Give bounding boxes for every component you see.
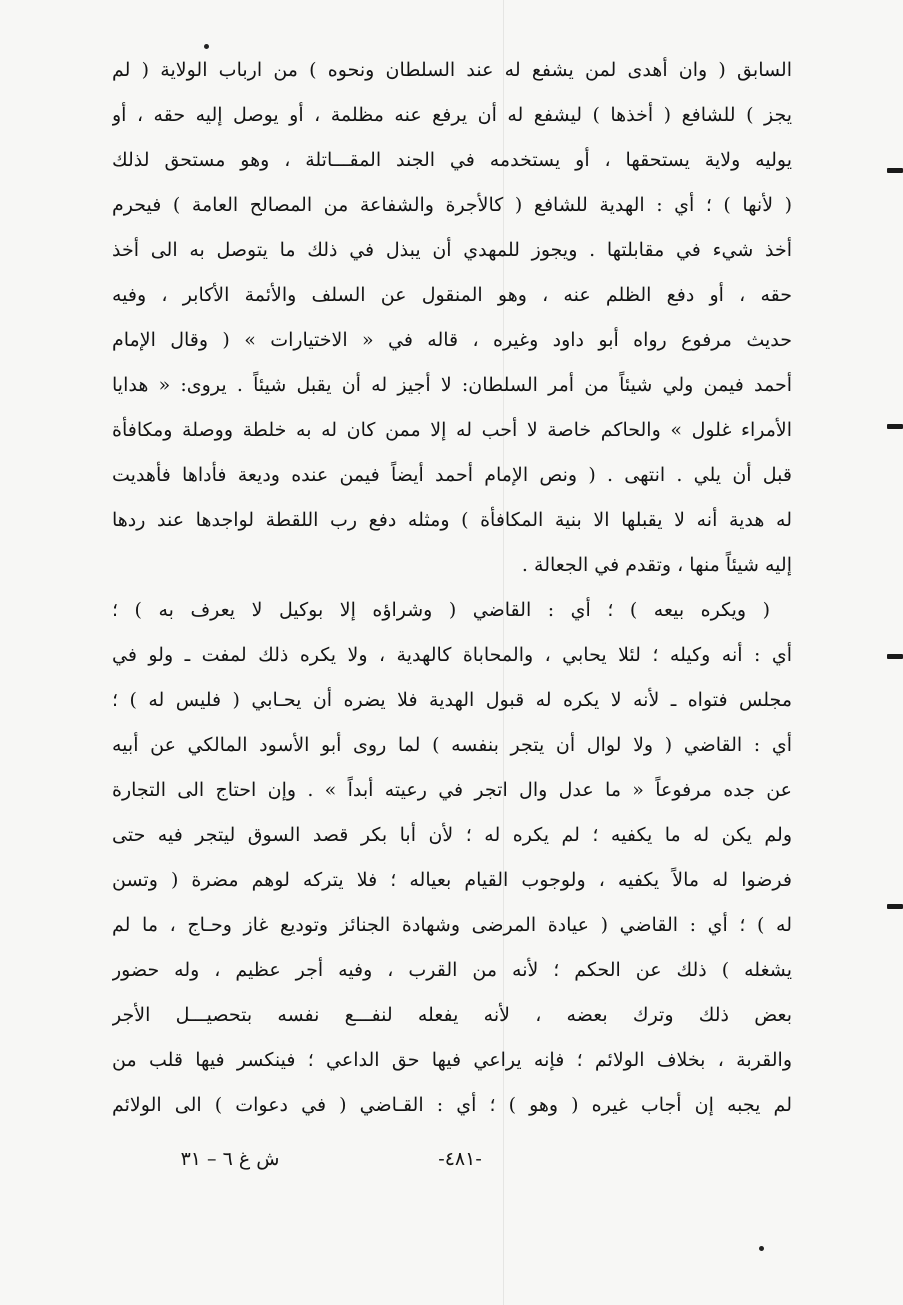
folio-signature: ش غ ٦ – ٣١ <box>180 1148 280 1170</box>
text-line: أخذ شيء في مقابلتها . ويجوز للمهدي أن يبذل في ذلك ما يتوصل به الى أخذ <box>112 239 792 261</box>
text-line: قبل أن يلي . انتهى . ( ونص الإمام أحمد أيضاً فيمن عنده وديعة فأداها فأهديت <box>112 464 792 486</box>
text-line: ( لأنها ) ؛ أي : الهدية للشافع ( كالأجرة والشفاعة من المصالح العامة ) فيحرم <box>112 194 792 216</box>
text-line: والقربة ، بخلاف الولائم ؛ فإنه يراعي فيها حق الداعي ؛ فينكسر فيها قلب من <box>112 1049 792 1071</box>
text-line: عن جده مرفوعاً « ما عدل وال اتجر في رعيته أبداً » . وإن احتاج الى التجارة <box>112 779 792 801</box>
text-line: إليه شيئاً منها ، وتقدم في الجعالة . <box>521 554 792 576</box>
text-line: أي : أنه وكيله ؛ لئلا يحابي ، والمحاباة كالهدية ، ولا يكره ذلك لمفت ـ ولو في <box>112 644 792 666</box>
margin-mark <box>887 904 903 909</box>
text-line: حقه ، أو دفع الظلم عنه ، وهو المنقول عن السلف والأئمة الأكابر ، وفيه <box>112 284 792 306</box>
text-line: يشغله ) ذلك عن الحكم ؛ لأنه من القرب ، وفيه أجر عظيم ، وله حضور <box>112 959 792 981</box>
text-line: ( ويكره بيعه ) ؛ أي : القاضي ( وشراؤه إلا بوكيل لا يعرف به ) ؛ <box>112 599 770 621</box>
margin-mark <box>887 654 903 659</box>
text-line: أي : القاضي ( ولا لوال أن يتجر بنفسه ) لما روى أبو الأسود المالكي عن أبيه <box>112 734 792 756</box>
text-line: فرضوا له مالاً يكفيه ، ولوجوب القيام بعياله ؛ فلا يتركه لوهم مضرة ( وتسن <box>112 869 792 891</box>
text-line: لم يجبه إن أجاب غيره ( وهو ) ؛ أي : القـاضي ( في دعوات ) الى الولائم <box>112 1094 792 1116</box>
text-line: ولم يكن له ما يكفيه ؛ لم يكره له ؛ لأن أبا بكر قصد السوق ليتجر فيه حتى <box>112 824 792 846</box>
text-line: السابق ( وان أهدى لمن يشفع له عند السلطان ونحوه ) من ارباب الولاية ( لم <box>112 59 792 81</box>
text-line: له ) ؛ أي : القاضي ( عيادة المرضى وشهادة الجنائز وتوديع غاز وحـاج ، ما لم <box>112 914 792 936</box>
text-line: يجز ) للشافع ( أخذها ) ليشفع له أن يرفع عنه مظلمة ، أو يوصل إليه حقه ، أو <box>112 104 792 126</box>
text-line: أحمد فيمن ولي شيئاً من أمر السلطان: لا أجيز له أن يقبل شيئاً . يروى: « هدايا <box>112 374 792 396</box>
margin-mark <box>887 424 903 429</box>
body-text <box>112 48 792 1128</box>
text-line: يوليه ولاية يستحقها ، أو يستخدمه في الجند المقـــاتلة ، وهو مستحق لذلك <box>112 149 792 171</box>
page-footer <box>0 1148 903 1182</box>
page-number: -٤٨١- <box>438 1148 482 1170</box>
text-line: له هدية أنه لا يقبلها الا بنية المكافأة ) ومثله دفع رب اللقطة لواجدها عند ردها <box>112 509 792 531</box>
scan-speck <box>759 1246 764 1251</box>
text-line: بعض ذلك وترك بعضه ، لأنه يفعله لنفـــع نفسه بتحصيـــل الأجر <box>112 1004 792 1026</box>
scan-speck <box>204 44 209 49</box>
margin-mark <box>887 168 903 173</box>
text-line: مجلس فتواه ـ لأنه لا يكره له قبول الهدية فلا يضره أن يحـابي ( فليس له ) ؛ <box>112 689 792 711</box>
text-line: حديث مرفوع رواه أبو داود وغيره ، قاله في « الاختيارات » ( وقال الإمام <box>112 329 792 351</box>
text-line: الأمراء غلول » والحاكم خاصة لا أحب له إلا ممن كان له به خلطة ووصلة ومكافأة <box>112 419 792 441</box>
